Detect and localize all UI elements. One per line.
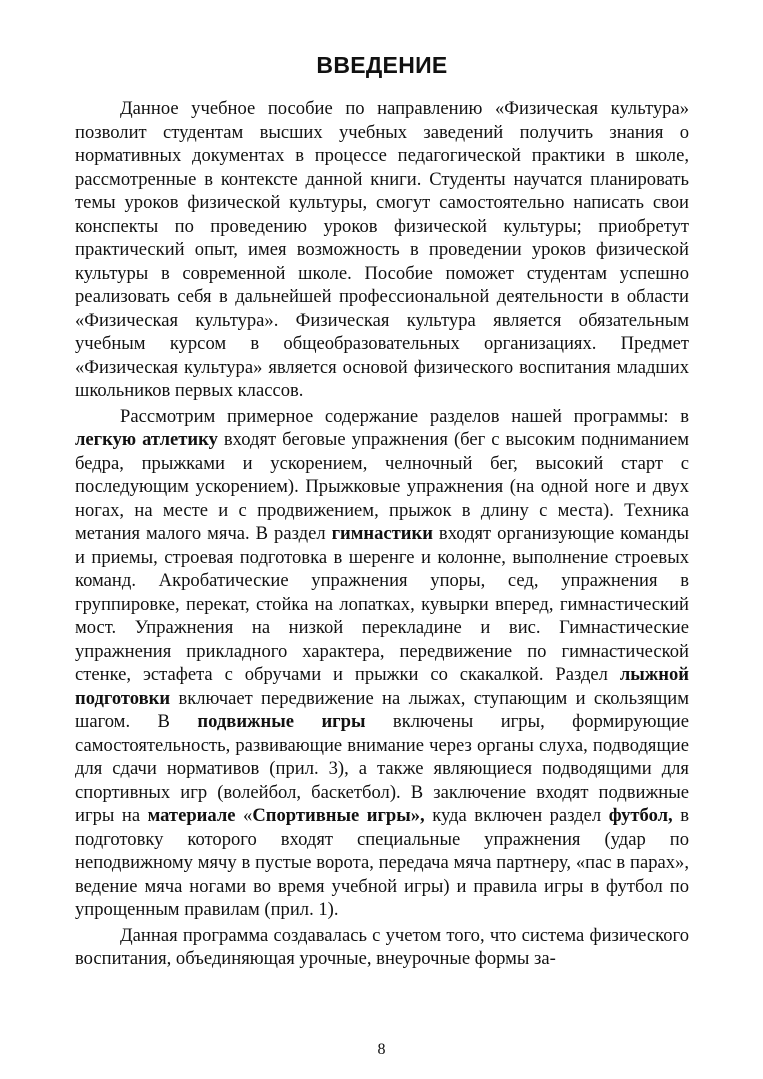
page-content [75,52,689,971]
text-segment: Рассмотрим примерное содержание разделов нашей программы: в [120,405,689,427]
page-title: ВВЕДЕНИЕ [316,52,448,78]
bold-term-athletics: легкую атлетику [75,429,218,450]
bold-term-material: материале [147,805,236,826]
bold-term-sports-games: Спортивные игры», [252,805,425,826]
paragraph-program-content [75,405,689,922]
text-segment: куда включен раздел [424,805,609,826]
text-segment: « [235,805,253,826]
text-segment: входят организующие команды и приемы, строевая подготовка в шеренге и колонне, выполнение строевых команд. Акробатические упражнения упоры, сед, упражнения в группировке, перекат, стойка на лопатках, кувырки вперед, гимнастический мост. Упражнения на низкой перекладине и вис. Гимнастические упражнения прикладного характера, передвижение по гимнастической стенке, эстафета с обручами и прыжки со скакалкой. Раздел [75,523,689,685]
page-number: 8 [377,1041,386,1058]
text-segment: включены игры, формирующие самостоятельность, развивающие внимание через органы слуха, подводящие для сдачи нормативов (прил. 3), а также являющиеся подводящими для спортивных игр (волейбол, баскетбол). В заключение входят подвижные игры на [75,711,690,826]
bold-term-outdoor-games: подвижные игры [197,711,366,732]
paragraph-intro: Данное учебное пособие по направлению «Физическая культура» позволит студентам высших учебных заведений получить знания о нормативных документах в процессе педагогической практики в школе, рассмотренные в контексте данной книги. Студенты научатся планировать темы уроков физической культуры, смогут самостоятельно написать свои конспекты по проведению уроков физической культуры; приобретут практический опыт, имея возможность в проведении уроков физической культуры в современной школе. Пособие поможет студентам успешно реализовать себя в дальнейшей профессиональной деятельности в области «Физическая культура». Физическая культура является обязательным учебным курсом в общеобразовательных организациях. Предмет «Физическая культура» является основой физического воспитания младших школьников первых классов. [75,98,689,401]
bold-term-skiing: лыжной подготовки [75,664,689,709]
paragraph-program-system: Данная программа создавалась с учетом того, что система физического воспитания, объединяющая урочные, внеурочные формы за- [75,924,689,969]
text-segment: включает передвижение на лыжах, ступающим и скользящим шагом. В [75,687,689,732]
text-segment: в подготовку которого входят специальные упражнения (удар по неподвижному мячу в пустые ворота, передача мяча партнеру, «пас в парах», ведение мяча ногами во время учебной игры) и правила игры в футбол по упрощенным правилам (прил. 1). [75,805,689,920]
bold-term-football: футбол, [608,805,673,826]
text-segment: входят беговые упражнения (бег с высоким подниманием бедра, прыжками и ускорением, челночный бег, высокий старт с последующим ускорением). Прыжковые упражнения (на одной ноге и двух ногах, на месте и с продвижением, прыжок в длину с места). Техника метания малого мяча. В раздел [75,429,690,544]
bold-term-gymnastics: гимнастики [331,523,433,544]
